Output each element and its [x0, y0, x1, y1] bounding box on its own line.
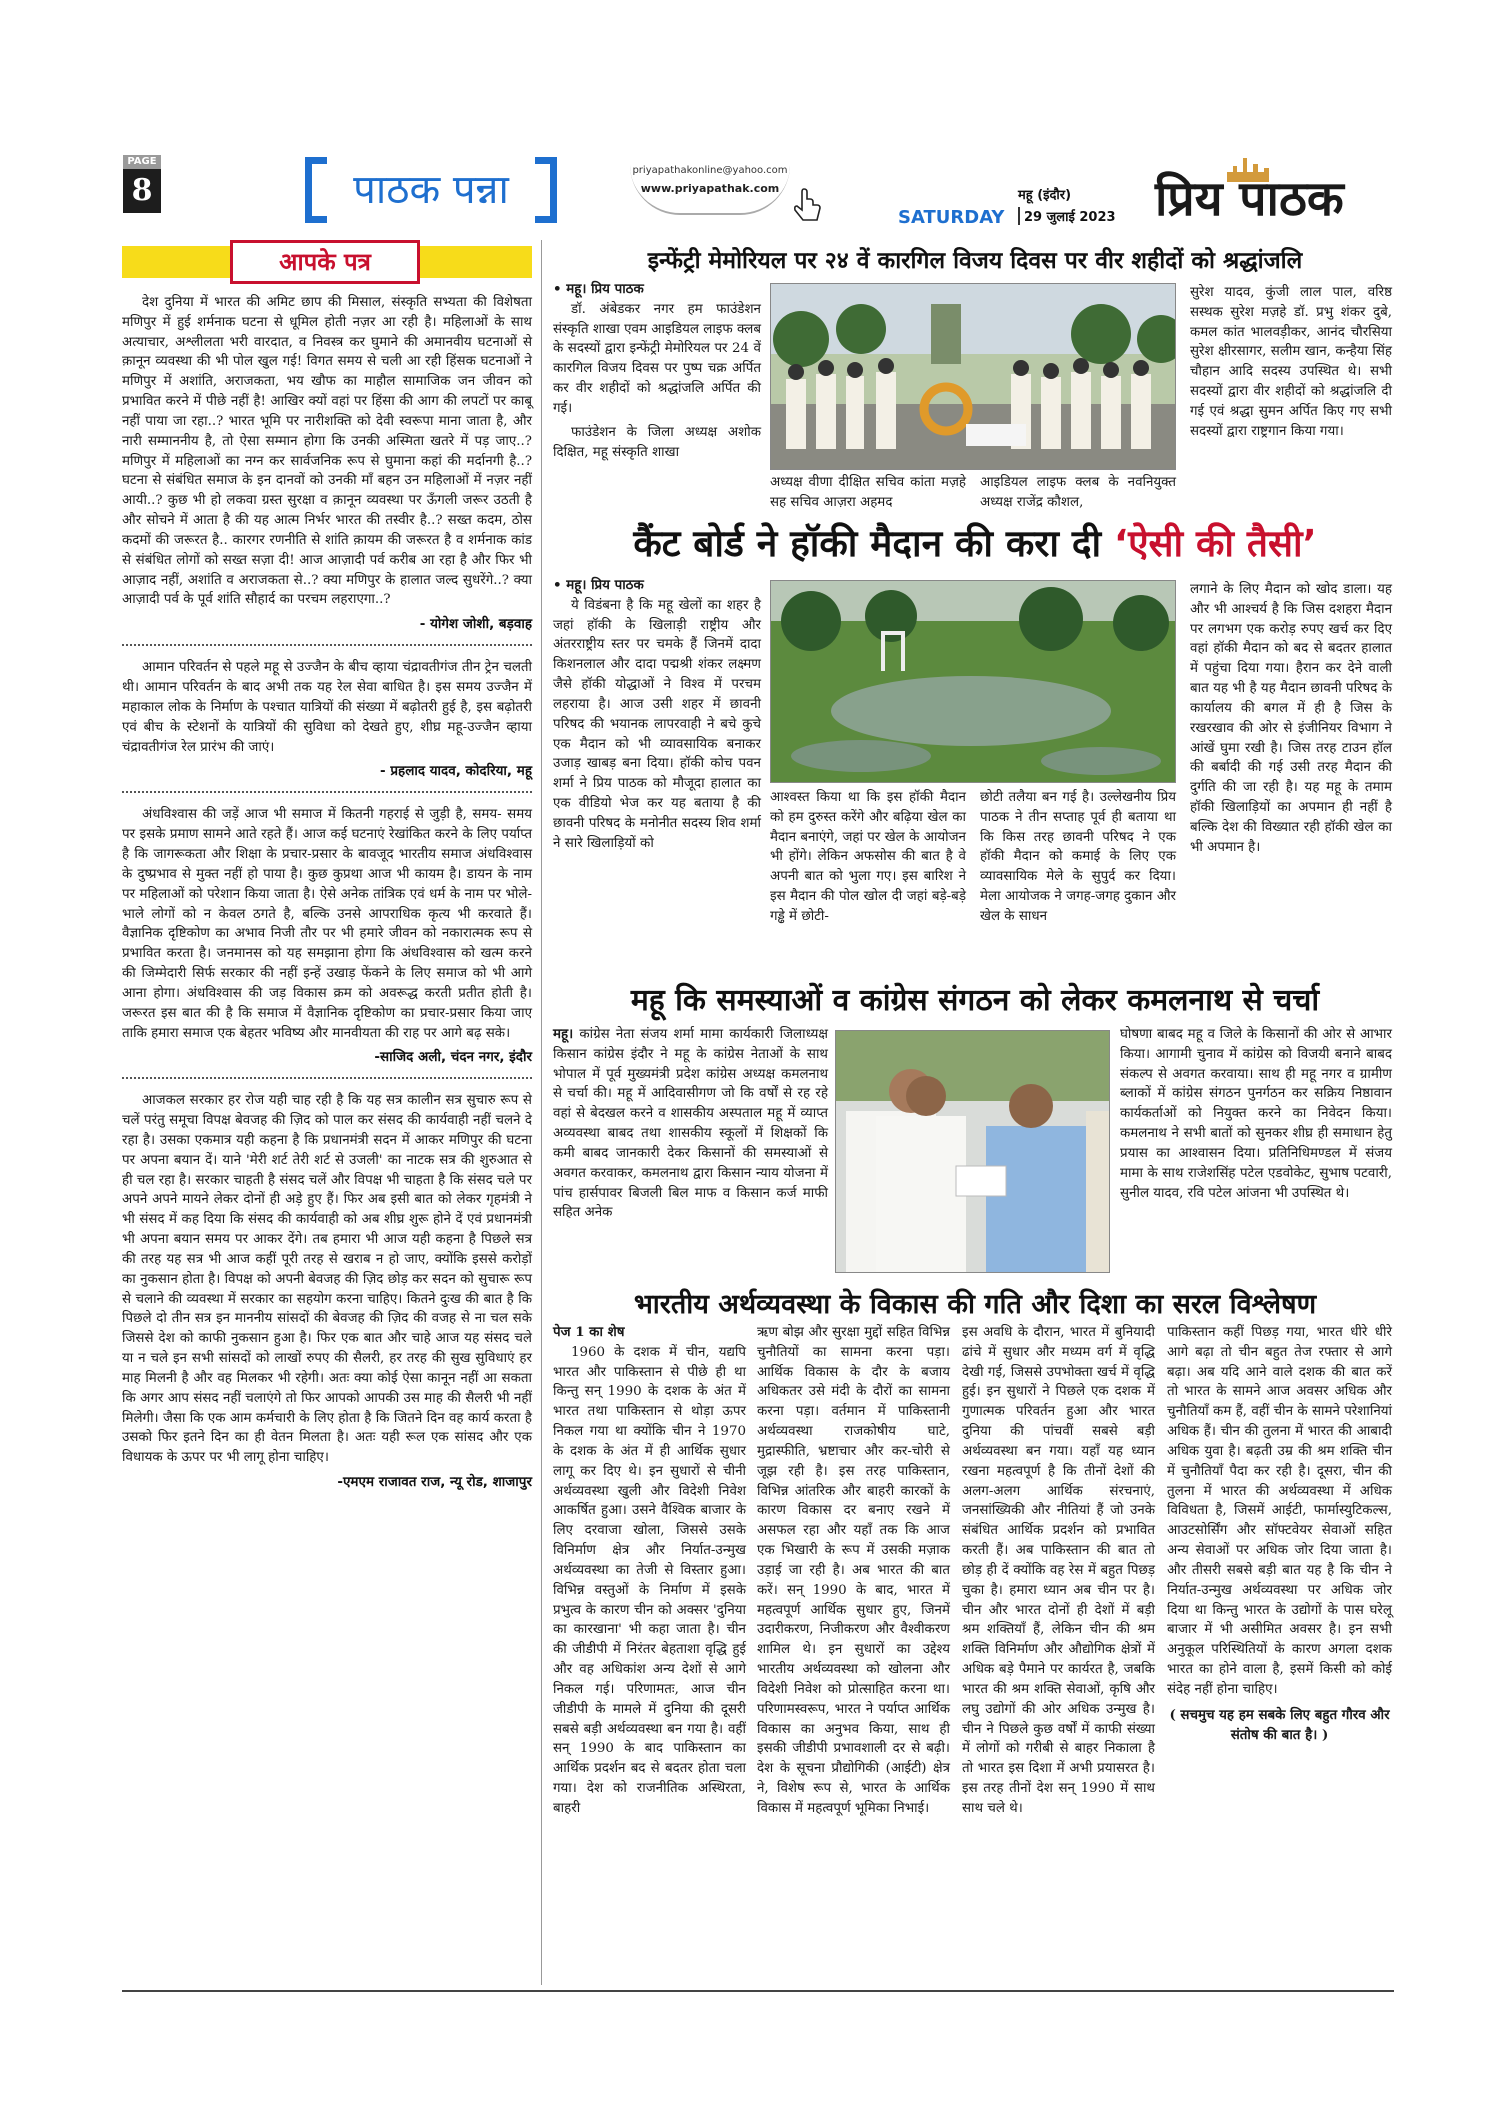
- story1-body-1: डॉ. अंबेडकर नगर हम फाउंडेशन संस्कृति शाखा एवम आइडियल लाइफ क्लब के सदस्यों द्वारा इन्फेंट्री मेमोरियल पर 24 वें कारगिल विजय दिवस पर पुष्प चक्र अर्पित कर वीर शहीदों को श्रद्धांजलि अर्पित की गई।: [553, 301, 761, 416]
- column-rule: [541, 240, 542, 1985]
- date-label: 29 जुलाई 2023: [1018, 207, 1116, 225]
- story4-body-4: पाकिस्तान कहीं पिछड़ गया, भारत धीरे धीरे आगे बढ़ा तो चीन बहुत तेज रफ्तार से आगे बढ़ा। अब यदि आने वाले दशक की बात करें तो भारत के सामने आज अवसर अधिक और चुनौतियाँ कम हैं, वहीं चीन के सामने परेशानियां अधिक हैं। चीन की तुलना में भारत की आबादी अधिक युवा है। बढ़ती उम्र की श्रम शक्ति चीन में चुनौतियाँ पैदा कर रही है। दूसरा, चीन की तुलना में भारत की अर्थव्यवस्था में अधिक विविधता है, जिसमें आईटी, फार्मास्युटिकल्स, आउटसोर्सिंग और सॉफ्टवेयर सेवाओं सहित अन्य सेवाओं पर अधिक जोर दिया जाता है। और तीसरी सबसे बड़ी बात यह है कि चीन ने निर्यात-उन्मुख अर्थव्यवस्था पर अधिक जोर दिया था किन्तु भारत के उद्योगों के पास घरेलू बाजार में भी असीमित अवसर है। इन सभी अनुकूल परिस्थितियों के कारण अगला दशक भारत का होने वाला है, इसमें किसी को कोई संदेह नहीं होना चाहिए।: [1167, 1325, 1392, 1697]
- letter-body: आजकल सरकार हर रोज यही चाह रही है कि यह सत्र कालीन सत्र सुचारु रूप से चलें परंतु समूचा विपक्ष बेवजह की ज़िद को पाल कर संसद की कार्यवाही नहीं चलने दे रहा है। उसका एकमात्र यही कहना है कि प्रधानमंत्री सदन में आकर मणिपुर की घटना पर अपना बयान दें। याने 'मेरी शर्ट तेरी शर्ट से उजली' का नाटक सत्र की शुरुआत से ही चल रहा है। सरकार चाहती है संसद चलें और विपक्ष भी चाहता है कि संसद चले पर अपने अपने मायने लेकर दोनों ही अड़े हुए हैं। फिर अब इसी बात को लेकर गृहमंत्री ने भी संसद में कह दिया कि संसद की कार्यवाही को अब शीघ्र शुरू होने दें एवं प्रधानमंत्री भी अपना बयान समय पर आकर देंगे। तब हमारा भी आज यही कहना है पिछले सत्र की तरह यह सत्र भी आज कहीं पूरी तरह से खराब न हो जाए, क्योंकि इससे करोड़ों का नुकसान होता है। विपक्ष को अपनी बेवजह की ज़िद छोड़ कर सदन को सुचारू रूप से चलाने की व्यवस्था में सरकार का सहयोग करना चाहिए। कितने दुःख की बात है कि पिछले दो तीन सत्र इन माननीय सांसदों की बेवजह की ज़िद की वजह से ना चल सके जिससे देश को काफी नुकसान हुआ है। फिर एक बात और चाहे आज यह संसद चले या न चले इन सभी सांसदों को लाखों रुपए की सैलरी, हर तरह की सुख सुविधाएं हर माह मिलनी है और वह मिलकर भी रहेगी। अतः क्या कोई ऐसा कानून नहीं आ सकता कि अगर आप संसद नहीं चलाएंगे तो फिर आपको आपकी उस माह की सैलरी भी नहीं मिलेगी। जैसा कि एक आम कर्मचारी के लिए होता है कि जितने दिन वह कार्य करता है उसको फिर इतने दिन का ही वेतन मिलता है। अतः यही रूल एक सांसद और एक विधायक के ऊपर पर भी लागू होना चाहिए।: [122, 1093, 532, 1466]
- letter-3: [122, 805, 532, 1065]
- story2-headline: [555, 520, 1395, 568]
- story4-closing: ( सचमुच यह हम सबके लिए बहुत गौरव और संतोष की बात है। ): [1169, 1706, 1390, 1743]
- story4-col3: इस अवधि के दौरान, भारत में बुनियादी ढांचे में सुधार और मध्यम वर्ग में वृद्धि देखी गई, जिससे उपभोक्ता खर्च में वृद्धि हुई। इन सुधारों ने पिछले एक दशक में गुणात्मक परिवर्तन हुआ और भारत दुनिया की पांचवीं सबसे बड़ी अर्थव्यवस्था बन गया। यहाँ यह ध्यान रखना महत्वपूर्ण है कि तीनों देशों की अलग-अलग आर्थिक संरचनाएं, जनसांख्यिकी और नीतियां हैं जो उनके संबंधित आर्थिक प्रदर्शन को प्रभावित करती हैं। अब पाकिस्तान की बात तो छोड़ ही दें क्योंकि वह रेस में बहुत पिछड़ चुका है। हमारा ध्यान अब चीन पर है। चीन और भारत दोनों ही देशों में बड़ी श्रम शक्तियाँ हैं, लेकिन चीन की श्रम शक्ति विनिर्माण और औद्योगिक क्षेत्रों में अधिक बड़े पैमाने पर कार्यरत है, जबकि भारत की श्रम शक्ति सेवाओं, कृषि और लघु उद्योगों की ओर अधिक उन्मुख है। चीन ने पिछले कुछ वर्षों में काफी संख्या में लोगों को गरीबी से बाहर निकाला है तो भारत इस दिशा में अभी प्रयासरत है। इस तरह तीनों देश सन् 1990 में साथ साथ चले थे।: [962, 1325, 1155, 1816]
- day-label: SATURDAY: [898, 207, 1005, 228]
- story2-body-1: ये विडंबना है कि महू खेलों का शहर है जहां हॉकी के खिलाड़ी राष्ट्रीय और अंतरराष्ट्रीय स्तर पर चमके हैं जिनमें दादा किशनलाल और दादा पद्मश्री शंकर लक्ष्मण जैसे हॉकी योद्धाओं ने विश्व में परचम लहराया है। आज उसी शहर में छावनी परिषद की भयानक लापरवाही ने बचे कुचे एक मैदान को भी व्यावसायिक बनाकर उजाड़ खाबड़ बना दिया। हॉकी कोच पवन शर्मा ने प्रिय पाठक को मौजूदा हालात का एक वीडियो भेज कर यह बताया है की छावनी परिषद के मनोनीत सदस्य शिव शर्मा ने सारे खिलाड़ियों को: [553, 597, 761, 851]
- story4-col2: ऋण बोझ और सुरक्षा मुद्दों सहित विभिन्न चुनौतियों का सामना करना पड़ा। आर्थिक विकास के दौर के बजाय अधिकतर उसे मंदी के दौरों का सामना करना पड़ा। वर्तमान में पाकिस्तानी अर्थव्यवस्था राजकोषीय घाटे, मुद्रास्फीति, भ्रष्टाचार और कर-चोरी से जूझ रही है। इस तरह पाकिस्तान, विभिन्न आंतरिक और बाहरी कारकों के कारण विकास दर बनाए रखने में असफल रहा और यहाँ तक कि आज एक भिखारी के रूप में उसकी मज़ाक उड़ाई जा रही है। अब भारत की बात करें। सन् 1990 के बाद, भारत में महत्वपूर्ण आर्थिक सुधार हुए, जिनमें उदारीकरण, निजीकरण और वैश्वीकरण शामिल थे। इन सुधारों का उद्देश्य भारतीय अर्थव्यवस्था को खोलना और विदेशी निवेश को प्रोत्साहित करना था। परिणामस्वरूप, भारत ने पर्याप्त आर्थिक विकास का अनुभव किया, साथ ही इसकी जीडीपी प्रभावशाली दर से बढ़ी। देश के सूचना प्रौद्योगिकी (आईटी) क्षेत्र ने, विशेष रूप से, भारत के आर्थिक विकास में महत्वपूर्ण भूमिका निभाई।: [757, 1325, 950, 1816]
- story1-body-2: फाउंडेशन के जिला अध्यक्ष अशोक दिक्षित, महू संस्कृति शाखा: [553, 424, 761, 460]
- story4-dateline: पेज 1 का शेष: [553, 1324, 625, 1340]
- story4-col4: [1167, 1323, 1392, 1745]
- page-number: 8: [123, 169, 161, 213]
- story4-headline: भारतीय अर्थव्यवस्था के विकास की गति और दिशा का सरल विश्लेषण: [633, 1289, 1317, 1320]
- story1-headline: इन्फेंट्री मेमोरियल पर २४ वें कारगिल विजय दिवस पर वीर शहीदों को श्रद्धांजलि: [647, 248, 1303, 274]
- story4-col1: [553, 1323, 746, 1819]
- story3-body-text: कांग्रेस नेता संजय शर्मा मामा कार्यकारी जिलाध्यक्ष किसान कांग्रेस इंदौर ने महू के कांग्रेस नेताओं के साथ भोपाल में पूर्व मुख्यमंत्री प्रदेश कांग्रेस अध्यक्ष कमलनाथ से चर्चा की। महू में आदिवासीगण जो कि वर्षों से रह रहे वहां से बेदखल करने व शासकीय अस्पताल महू में व्याप्त अव्यवस्था बाबद तथा शासकीय स्कूलों में शिक्षकों कि कमी बाबद जानकारी देकर किसानों की समस्याओं से अवगत करवाकर, कमलनाथ द्वारा किसान न्याय योजना में पांच हार्सपावर बिजली बिल माफ व किसान कर्ज माफी सहित अनेक: [553, 1027, 828, 1221]
- story2-col4: लगाने के लिए मैदान को खोद डाला। यह और भी आश्चर्य है कि जिस दशहरा मैदान पर लगभग एक करोड़ रुपए खर्च कर दिए वहां हॉकी मैदान को बद से बदतर हालात में पहुंचा दिया गया। हैरान कर देने वाली बात यह भी है यह मैदान छावनी परिषद के कार्यालय की बगल में ही है जिस के रखरखाव की ओर से इंजीनियर विभाग ने आंखें घुमा रखी है। जिस तरह टाउन हॉल की बर्बादी की गई उसी तरह मैदान की दुर्गति की जा रही है। यह महू के तमाम हॉकी खिलाड़ियों का अपमान ही नहीं है बल्कि देश की विख्यात रही हॉकी खेल का भी अपमान है।: [1190, 582, 1392, 855]
- letter-body: आमान परिवर्तन से पहले महू से उज्जैन के बीच व्हाया चंद्रावतीगंज तीन ट्रेन चलती थी। आमान परिवर्तन के बाद अभी तक यह रेल सेवा बाधित है। इस समय उज्जैन में महाकाल लोक के निर्माण के पश्चात यात्रियों की संख्या में बढ़ोतरी हुई है, इस बढ़ोतरी एवं बीच के स्टेशनों के यात्रियों की सुविधा को देखते हुए, शीघ्र महू-उज्जैन व्हाया चंद्रावतीगंज रेल प्रारंभ की जाएं।: [122, 660, 532, 755]
- page-label: PAGE: [123, 155, 161, 169]
- kamalnath-meeting-photo: [835, 1030, 1110, 1273]
- letter-author: -एमएम राजावत राज, न्यू रोड, शाजापुर: [337, 1474, 532, 1491]
- story2-col2: आश्वस्त किया था कि इस हॉकी मैदान को हम दुरुस्त करेंगे और बढ़िया खेल का मैदान बनाएंगे, जहां पर खेल के आयोजन भी होंगे। लेकिन अफसोस की बात है वे अपनी बात को भुला गए। इस बारिश ने इस मैदान की पोल खोल दी जहां बड़े-बड़े गड्ढे में छोटी-: [770, 790, 966, 924]
- story4-body-1: 1960 के दशक में चीन, यद्यपि भारत और पाकिस्तान से पीछे ही था किन्तु सन् 1990 के दशक के अंत में भारत तथा पाकिस्तान से थोड़ा ऊपर निकल गया था क्योंकि चीन ने 1970 के दशक के अंत में ही आर्थिक सुधार लागू कर दिए थे। इन सुधारों से चीनी अर्थव्यवस्था खुली और विदेशी निवेश आकर्षित हुआ। उसने वैश्विक बाजार के लिए दरवाजा खोला, जिससे उसके विनिर्माण क्षेत्र और निर्यात-उन्मुख अर्थव्यवस्था का तेजी से विस्तार हुआ। विभिन्न वस्तुओं के निर्माण में इसके प्रभुत्व के कारण चीन को अक्सर 'दुनिया का कारखाना' भी कहा जाता है। चीन की जीडीपी में निरंतर बेहताशा वृद्धि हुई और वह अधिकांश अन्य देशों से आगे निकल गई। परिणामतः, आज चीन जीडीपी के मामले में दुनिया की दूसरी सबसे बड़ी अर्थव्यवस्था बन गया है। वहीं सन् 1990 के बाद पाकिस्तान का आर्थिक प्रदर्शन बद से बदतर होता चला गया। देश को राजनीतिक अस्थिरता, बाहरी: [553, 1344, 746, 1816]
- story2-col1: [553, 576, 761, 854]
- story2-headline-accent: ‘ऐसी की तैसी’: [1114, 522, 1317, 565]
- divider: [122, 644, 532, 646]
- letter-1: [122, 293, 532, 632]
- letter-author: - प्रहलाद यादव, कोदरिया, महू: [380, 763, 532, 780]
- letters-column: [122, 293, 532, 1490]
- story1-dateline: • महू। प्रिय पाठक: [553, 281, 644, 297]
- letter-author: -साजिद अली, चंदन नगर, इंदौर: [374, 1049, 532, 1066]
- story3-dateline: महू।: [553, 1026, 574, 1042]
- story3-col1: [553, 1025, 828, 1223]
- story3-col2: घोषणा बाबद महू व जिले के किसानों की ओर से आभार किया। आगामी चुनाव में कांग्रेस को विजयी बनाने बाबद संकल्प से अवगत करवाया। साथ ही महू नगर व ग्रामीण ब्लाकों में कांग्रेस संगठन पुनर्गठन कर सक्रिय निष्ठावान कार्यकर्ताओं को नियुक्त करने का निवेदन किया। कमलनाथ ने सभी बातों को सुनकर शीघ्र ही समाधान हेतु प्रयास का आश्वासन दिया। प्रतिनिधिमण्डल में संजय मामा के साथ राजेशसिंह पटेल एडवोकेट, सुभाष पटवारी, सुनील यादव, रवि पटेल आंजना भी उपस्थित थे।: [1120, 1027, 1392, 1201]
- contact-box: [630, 165, 790, 215]
- letters-title-text: आपके पत्र: [279, 248, 371, 276]
- kargil-memorial-photo: [770, 283, 1176, 470]
- story2-col3: छोटी तलैया बन गई है। उल्लेखनीय प्रिय पाठक ने तीन सप्ताह पूर्व ही बताया था कि किस तरह छावनी परिषद ने एक हॉकी मैदान को कमाई के लिए एक व्यावसायिक मेले के सुपुर्द कर दिया। मेला आयोजक ने जगह-जगह दुकान और खेल के साधन: [980, 790, 1176, 924]
- city-label: महू (इंदौर): [1018, 188, 1072, 203]
- contact-email[interactable]: priyapathakonline@yahoo.com: [632, 165, 788, 176]
- section-title: पाठक पन्ना: [353, 167, 509, 213]
- contact-website[interactable]: www.priyapathak.com: [640, 182, 780, 195]
- letters-title: [230, 240, 420, 284]
- bottom-rule: [122, 1990, 1394, 1992]
- hockey-field-photo: [770, 580, 1176, 783]
- story3-body-1: [553, 1025, 828, 1223]
- letter-body: देश दुनिया में भारत की अमिट छाप की मिसाल, संस्कृति सभ्यता की विशेषता मणिपुर में हुई शर्मनाक घटना से धूमिल होती नज़र आ रही है। महिलाओं के साथ अत्याचार, अश्लीलता भरी वारदात, व निवस्त्र कर घुमाने की अमानवीय घटनाओं से क़ानून व्यवस्था की भी पोल खुल गई! विगत समय से चली आ रही हिंसक घटनाओं ने मणिपुर में अशांति, अराजकता, भय खौफ का माहौल सामाजिक जन जीवन को प्रभावित करने में पीछे नहीं है! आखिर क्यों वहां पर हिंसा की आग की लपटों पर काबू नहीं पाया जा रहा..? भारत भूमि पर नारीशक्ति को देवी स्वरूपा माना जाता है, और नारी सम्माननीय है, तो ऐसा सम्मान होगा कि उनकी अस्मिता खतरे में पड़ जाए..? मणिपुर में महिलाओं का नग्न कर सार्वजनिक रूप से घुमाना कहां की मर्दानगी है..? घटना से संबंधित समाज के इन दानवों को उनकी माँ बहन उन महिलाओं में नज़र नहीं आयी..? कुछ भी हो लकवा ग्रस्त सुरक्षा व क़ानून व्यवस्था पर ऊँगली जरूर उठती है और सोचने में आता है की यह आत्म निर्भर भारत की तस्वीर है..? सख्त कदम, ठोस कदमों की जरूरत है.. कारगर रणनीति से शांति क़ायम की जरूरत है व शर्मनाक कांड से संबंधित लोगों को सख्त सज़ा दी! आज आज़ादी पर्व करीब आ रहा है और फिर भी आज़ाद नहीं, अशांति व अराजकता से..? क्या मणिपुर के हालात जल्द सुधरेंगे..? क्या आज़ादी पर्व के पूर्व शांति सौहार्द का परचम लहराएगा..?: [122, 295, 532, 608]
- story1-under-photo-b: आइडियल लाइफ क्लब के नवनियुक्त अध्यक्ष राजेंद्र कौशल,: [980, 475, 1176, 510]
- right-bracket: [535, 157, 557, 223]
- photo-illustration: [836, 1031, 1110, 1273]
- letter-2: [122, 658, 532, 779]
- logo: [1155, 160, 1395, 230]
- letter-4: [122, 1091, 532, 1490]
- section-title-box: [305, 157, 557, 223]
- divider: [122, 1077, 532, 1079]
- story1-col3: सुरेश यादव, कुंजी लाल पाल, वरिष्ठ सस्थक सुरेश मज़हे डॉ. प्रभु शंकर दुबे, कमल कांत भालवड़ीकर, आनंद चौरसिया सुरेश क्षीरसागर, सलीम खान, कन्हैया सिंह चौहान आदि सदस्य उपस्थित थे। सभी सदस्यों द्वारा वीर शहीदों को श्रद्धांजलि दी गई एवं श्रद्धा सुमन अर्पित किए गए सभी सदस्यों द्वारा राष्ट्रगान किया गया।: [1190, 285, 1392, 439]
- pointer-hand-icon: [792, 188, 826, 228]
- logo-text: प्रिय पाठक: [1155, 171, 1344, 227]
- letter-body: अंधविश्वास की जड़ें आज भी समाज में कितनी गहराई से जुड़ी है, समय- समय पर इसके प्रमाण सामने आते रहते हैं। आज कई घटनाएं रेखांकित करने के लिए पर्याप्त है कि जागरूकता और शिक्षा के प्रचार-प्रसार के बावजूद भारतीय समाज अंधविश्वास के दुष्प्रभाव से मुक्त नहीं हो पाया है। कुछ कुप्रथा आज भी कायम है। डायन के नाम पर महिलाओं को परेशान किया जाता है। ऐसे अनेक तांत्रिक एवं धर्म के नाम पर भोले- भाले लोगों को न केवल ठगते है, बल्कि उनसे आपराधिक कृत्य भी करवाते हैं। वैज्ञानिक दृष्टिकोण का अभाव निजी तौर पर भी हमारे जीवन को नकारात्मक रूप से प्रभावित करता है। जनमानस को यह समझाना होगा कि अंधविश्वास को खत्म करने की जिम्मेदारी सिर्फ सरकार की नहीं इन्हें उखाड़ फेंकने के लिए समाज को भी आगे आना होगा। अंधविश्वास की जड़ विकास क्रम को अवरूद्ध करती प्रतीत होती है। जरूरत इस बात की है कि समाज में वैज्ञानिक दृष्टिकोण का प्रचार-प्रसार किया जाए ताकि हमारा समाज एक बेहतर भविष्य और मानवीयता की राह पर आगे बढ़ सके।: [122, 807, 532, 1041]
- story3-headline: महू कि समस्याओं व कांग्रेस संगठन को लेकर कमलनाथ से चर्चा: [630, 983, 1320, 1018]
- story2-headline-main: कैंट बोर्ड ने हॉकी मैदान की करा दी: [633, 522, 1102, 565]
- story2-dateline: • महू। प्रिय पाठक: [553, 577, 644, 593]
- letter-author: - योगेश जोशी, बड़वाह: [419, 616, 532, 633]
- story1-col1: [553, 280, 761, 462]
- story1-under-photo-a: अध्यक्ष वीणा दीक्षित सचिव कांता मज़हे सह सचिव आज़रा अहमद: [770, 475, 966, 510]
- page-badge: [123, 155, 161, 213]
- photo-illustration: [771, 581, 1176, 783]
- divider: [122, 791, 532, 793]
- photo-illustration: [771, 284, 1176, 470]
- left-bracket: [305, 157, 327, 223]
